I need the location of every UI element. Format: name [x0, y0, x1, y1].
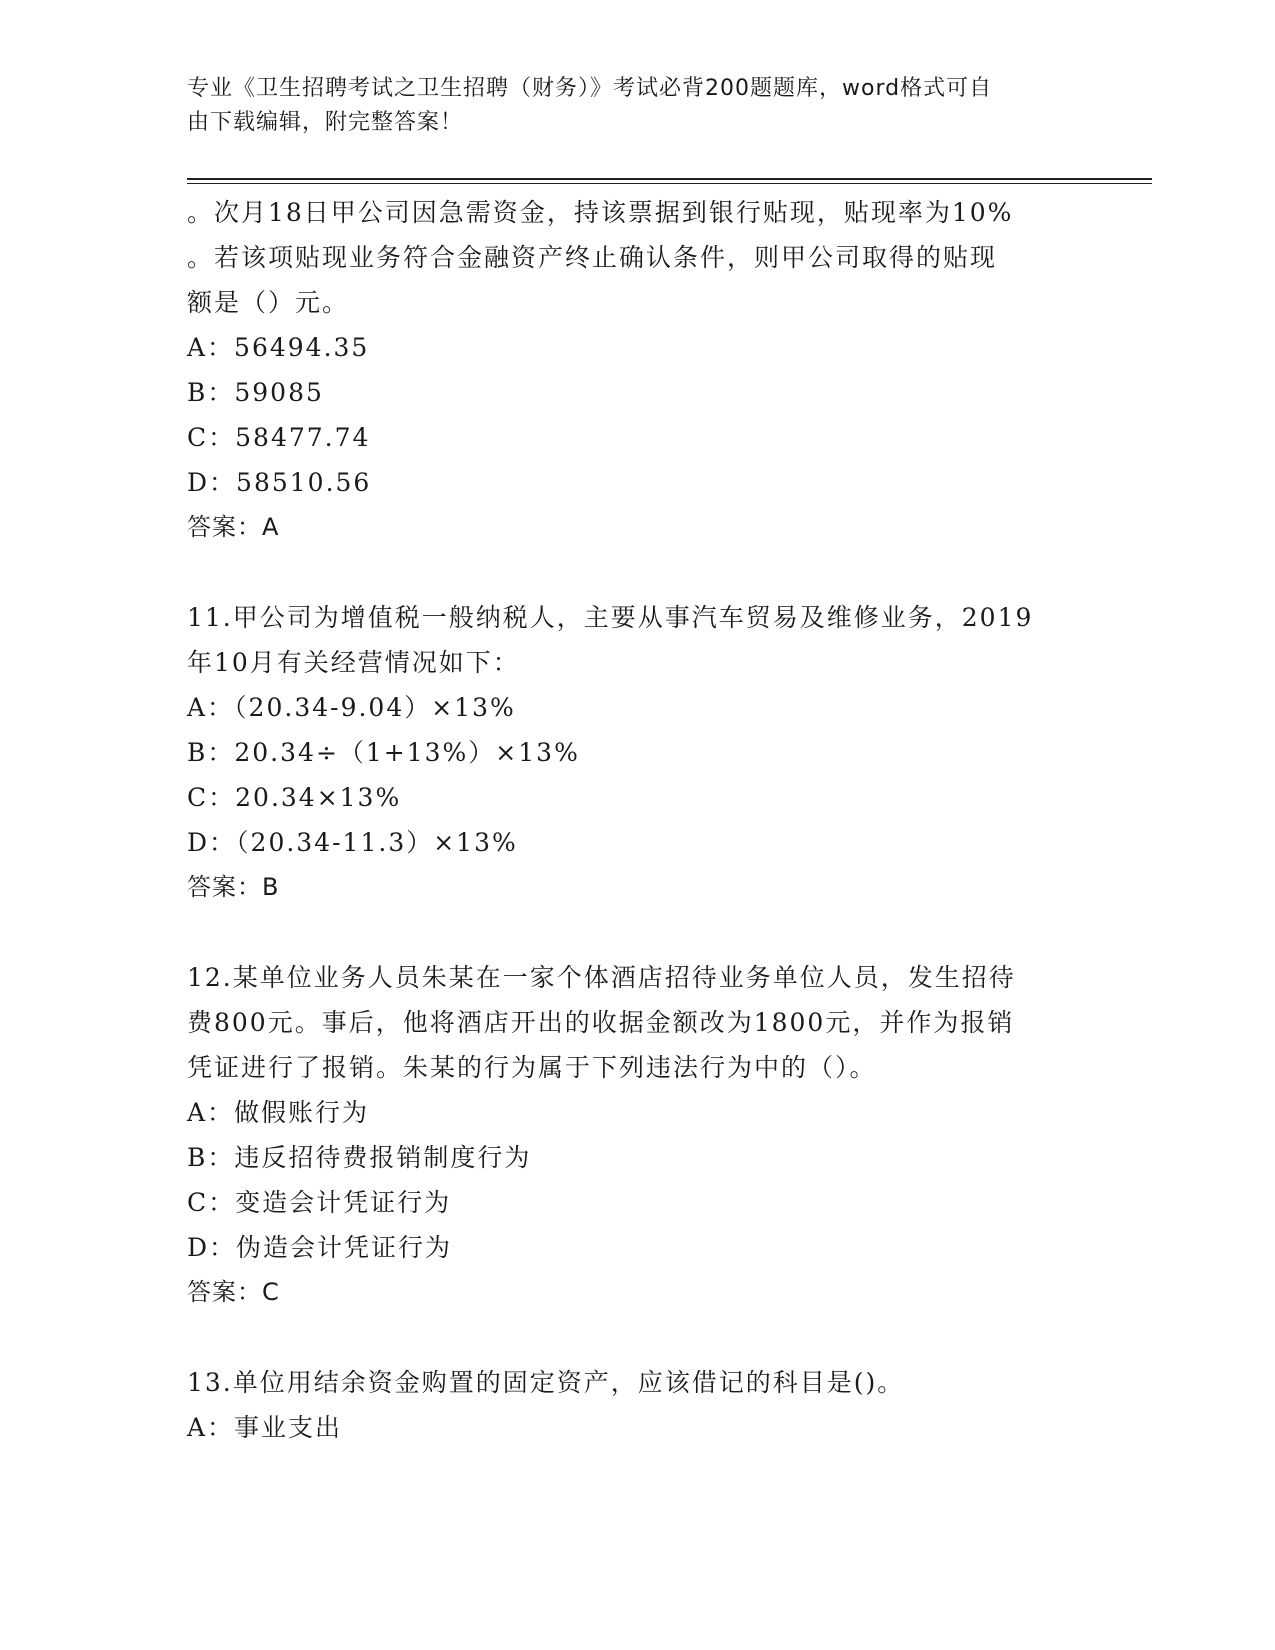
option-a: A：56494.35	[187, 333, 370, 362]
option-c: C：20.34×13%	[187, 783, 402, 812]
question-list	[187, 190, 1087, 1450]
option-a: A：事业支出	[187, 1413, 343, 1442]
question-text: 凭证进行了报销。朱某的行为属于下列违法行为中的（）。	[187, 1053, 877, 1082]
question-13	[187, 1360, 1087, 1450]
question-text: 费800元。事后，他将酒店开出的收据金额改为1800元，并作为报销	[187, 1008, 1015, 1037]
option-b: B：违反招待费报销制度行为	[187, 1143, 532, 1172]
question-10	[187, 190, 1087, 550]
question-text: 。次月18日甲公司因急需资金，持该票据到银行贴现，贴现率为10%	[187, 198, 1014, 227]
option-d: D：（20.34-11.3）×13%	[187, 828, 518, 857]
option-b: B：59085	[187, 378, 324, 407]
header-title-line-2: 由下载编辑，附完整答案！	[187, 110, 464, 135]
question-text: 年10月有关经营情况如下：	[187, 648, 520, 677]
header-divider	[187, 178, 1152, 180]
answer-label: 答案：A	[187, 513, 280, 541]
question-text: 。若该项贴现业务符合金融资产终止确认条件，则甲公司取得的贴现	[187, 243, 998, 272]
option-a: A：（20.34-9.04）×13%	[187, 693, 516, 722]
answer-label: 答案：C	[187, 1278, 280, 1306]
question-text: 额是（）元。	[187, 288, 350, 317]
question-12	[187, 955, 1087, 1315]
option-a: A：做假账行为	[187, 1098, 370, 1127]
question-text: 13.单位用结余资金购置的固定资产，应该借记的科目是()。	[187, 1368, 905, 1397]
question-text: 11.甲公司为增值税一般纳税人，主要从事汽车贸易及维修业务，2019	[187, 603, 1034, 632]
question-11	[187, 595, 1087, 910]
option-d: D：58510.56	[187, 468, 372, 497]
question-text: 12.某单位业务人员朱某在一家个体酒店招待业务单位人员，发生招待	[187, 963, 1016, 992]
option-c: C：58477.74	[187, 423, 371, 452]
header-title-line-1: 专业《卫生招聘考试之卫生招聘（财务）》考试必背200题题库，word格式可自	[187, 76, 993, 101]
option-b: B：20.34÷（1+13%）×13%	[187, 738, 580, 767]
option-c: C：变造会计凭证行为	[187, 1188, 452, 1217]
option-d: D：伪造会计凭证行为	[187, 1233, 453, 1262]
answer-label: 答案：B	[187, 873, 280, 901]
header-divider-thin	[187, 183, 1152, 184]
document-header	[187, 72, 1067, 140]
